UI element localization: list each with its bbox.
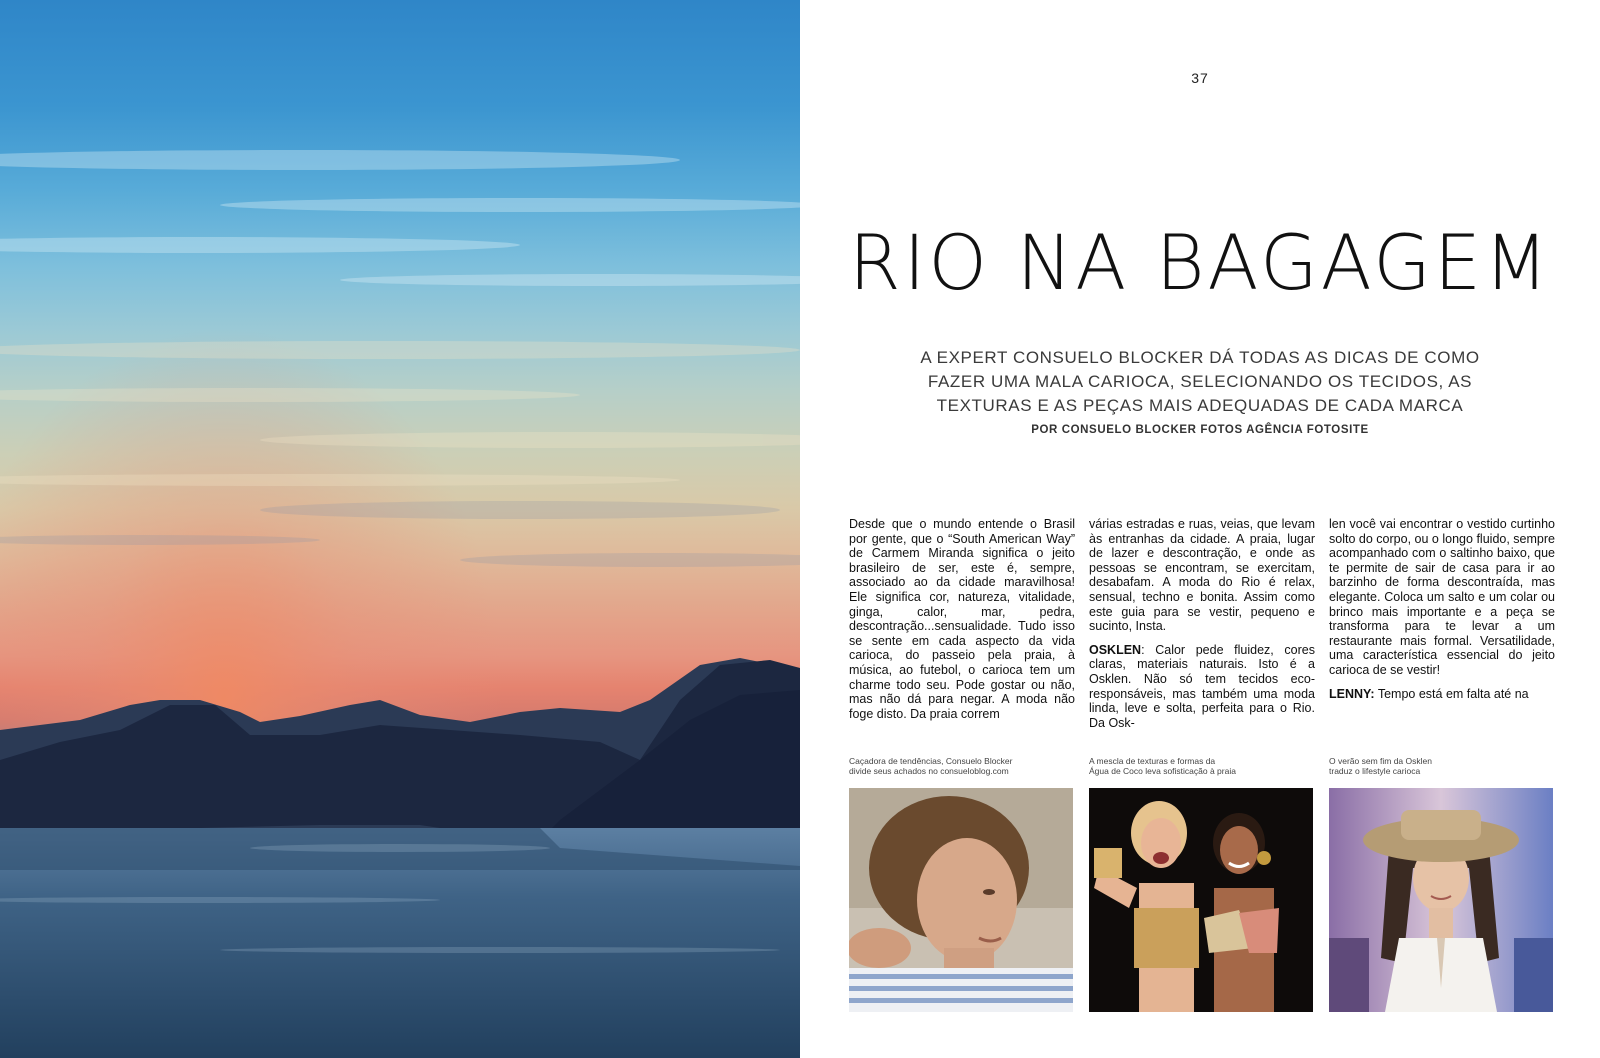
- text-column-1: [849, 517, 1075, 730]
- caption-line: traduz o lifestyle carioca: [1329, 766, 1421, 776]
- caption-line: Água de Coco leva sofisticação à praia: [1089, 766, 1236, 776]
- page-number: 37: [1191, 70, 1209, 86]
- paragraph: várias estradas e ruas, veias, que levam às entranhas da cidade. A praia, lugar de lazer e descontração, e onde as pessoas se encontram, se exercitam, desabafam. A moda do Rio é relax, sensual, techno e bonita. Assim como este guia para se vestir, pequeno e sucinto, Insta.: [1089, 517, 1315, 634]
- subtitle-line: FAZER UMA MALA CARIOCA, SELECIONANDO OS TECIDOS, AS: [927, 372, 1473, 391]
- subtitle-line: A EXPERT CONSUELO BLOCKER DÁ TODAS AS DICAS DE COMO: [920, 348, 1480, 367]
- photo-caption-3: [1329, 756, 1555, 776]
- photo-caption-1: [849, 756, 1075, 776]
- paragraph-osklen: [1089, 643, 1315, 731]
- article-subtitle: [900, 346, 1500, 418]
- text-column-3: [1329, 517, 1555, 710]
- subtitle-line: TEXTURAS E AS PEÇAS MAIS ADEQUADAS DE CADA MARCA: [936, 396, 1464, 415]
- brand-label-osklen: OSKLEN: [1089, 642, 1142, 657]
- brand-label-lenny: LENNY:: [1329, 686, 1375, 701]
- caption-line: A mescla de texturas e formas da: [1089, 756, 1216, 766]
- caption-line: Caçadora de tendências, Consuelo Blocker: [849, 756, 1013, 766]
- photo-caption-2: [1089, 756, 1315, 776]
- consuelo-portrait-photo: [849, 788, 1073, 1012]
- byline: POR CONSUELO BLOCKER FOTOS AGÊNCIA FOTOSITE: [1031, 424, 1369, 436]
- paragraph: len você vai encontrar o vestido curtinho solto do corpo, ou o longo fluido, sempre acompanhado com o saltinho baixo, que te permite de sair de casa para ir ao barzinho de forma descontraída, mas elegante. Coloca um salto e um colar ou brinco mais importante e a peça se transforma para te levar a um restaurante mais formal. Versatilidade, uma característica essencial do jeito carioca de se vestir!: [1329, 517, 1555, 677]
- agua-de-coco-models-photo: [1089, 788, 1313, 1012]
- paragraph: Desde que o mundo entende o Brasil por gente, que o “South American Way” de Carmem Miranda significa o jeito brasileiro de ser, este é, sempre, associado ao da cidade maravilhosa! Ele significa cor, natureza, vitalidade, ginga, calor, mar, pedra, descontração...sensualidade. Tudo isso se sente em cada aspecto da vida carioca, do passeio pela praia, à música, ao futebol, o carioca tem um charme todo seu. Pode gostar ou não, mas não dá para negar. A moda não foge disto. Da praia correm: [849, 517, 1075, 721]
- caption-line: O verão sem fim da Osklen: [1329, 756, 1432, 766]
- paragraph-text: Tempo está em falta até na: [1374, 686, 1529, 701]
- text-column-2: [1089, 517, 1315, 739]
- paragraph-text: : Calor pede fluidez, cores claras, materiais naturais. Isto é a Osklen. Não só tem tecidos eco-responsáveis, mas também uma moda linda, leve e solta, perfeita para o Rio. Da Osk-: [1089, 642, 1315, 730]
- article-title: RIO NA BAGAGEM: [848, 218, 1552, 307]
- osklen-runway-photo: [1329, 788, 1553, 1012]
- paragraph-lenny: [1329, 687, 1555, 702]
- caption-line: divide seus achados no consueloblog.com: [849, 766, 1009, 776]
